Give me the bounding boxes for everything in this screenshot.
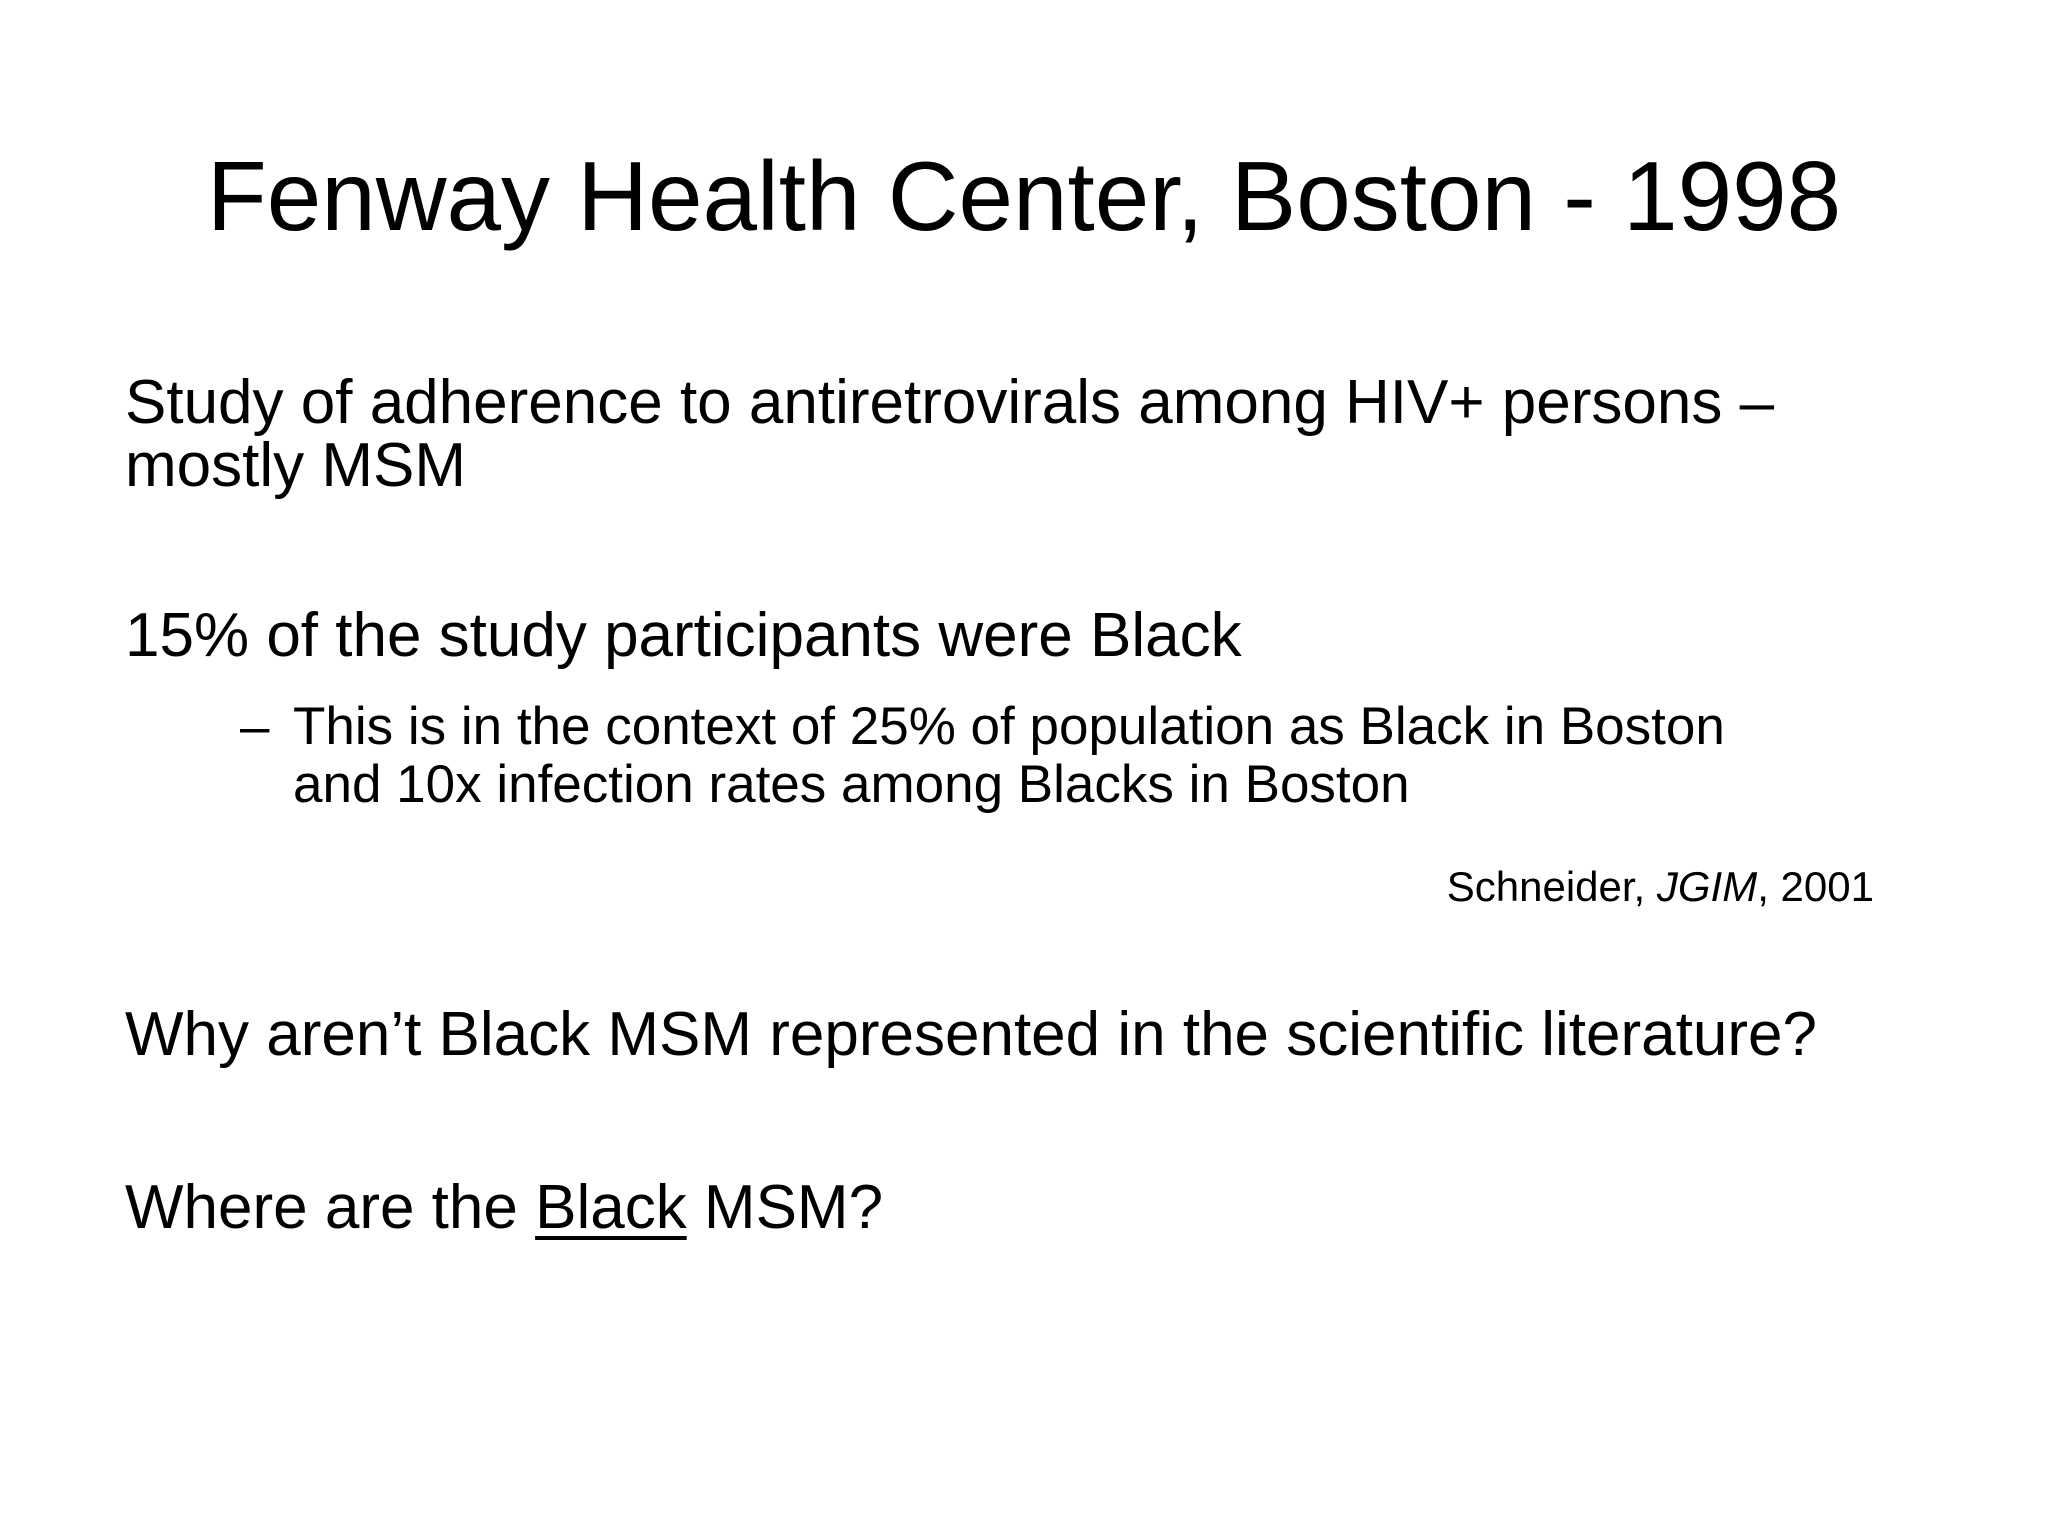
sub-bullet-dash: – — [240, 697, 270, 756]
slide-title: Fenway Health Center, Boston - 1998 — [206, 141, 1842, 251]
bullet-where-are-underlined: Black — [535, 1173, 687, 1242]
bullet-study-adherence — [125, 368, 1775, 500]
bullet-study-adherence-line2: mostly MSM — [125, 431, 466, 500]
bullet-where-are — [125, 1173, 884, 1242]
bullet-where-are-after: MSM? — [686, 1173, 884, 1242]
bullet-study-adherence-line1: Study of adherence to antiretrovirals among HIV+ persons – — [125, 368, 1775, 437]
citation — [1447, 862, 1874, 912]
sub-bullet-context — [240, 698, 1725, 814]
bullet-why-not-represented: Why aren’t Black MSM represented in the scientific literature? — [125, 1000, 1817, 1069]
sub-bullet-line2: and 10x infection rates among Blacks in Boston — [293, 755, 1410, 814]
bullet-where-are-before: Where are the — [125, 1173, 536, 1242]
bullet-participants-black: 15% of the study participants were Black — [125, 601, 1242, 670]
citation-author: Schneider, — [1446, 863, 1657, 910]
citation-journal: JGIM — [1656, 863, 1758, 910]
citation-year: , 2001 — [1757, 863, 1874, 910]
sub-bullet-line1: This is in the context of 25% of population as Black in Boston — [293, 697, 1725, 756]
